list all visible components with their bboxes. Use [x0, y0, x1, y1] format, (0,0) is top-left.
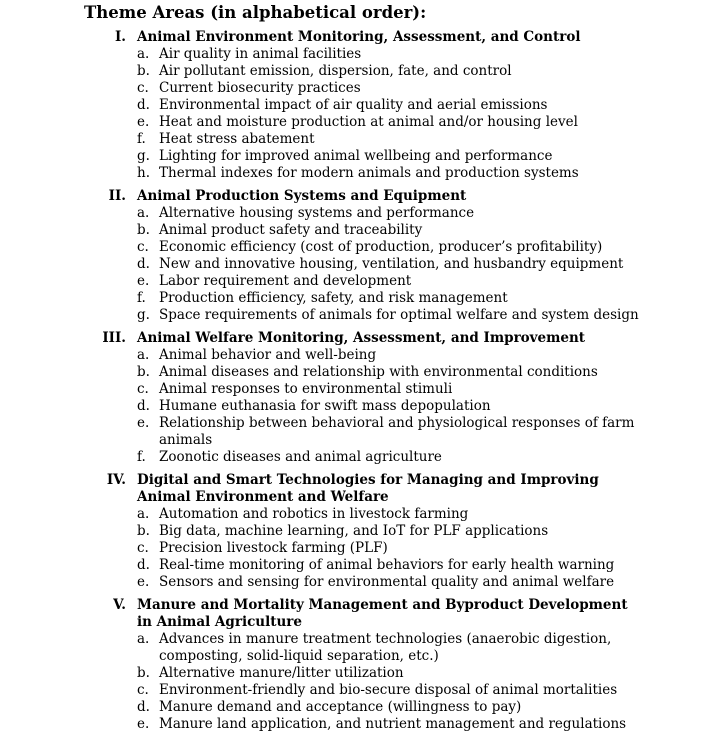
item-letter: c.	[137, 540, 149, 556]
item-letter: f.	[137, 449, 146, 465]
item-text: Animal responses to environmental stimuli	[159, 381, 453, 397]
list-item	[0, 631, 725, 665]
list-item	[0, 256, 725, 273]
item-letter: d.	[137, 557, 150, 573]
item-text: Alternative housing systems and performance	[159, 205, 475, 221]
item-letter: a.	[137, 631, 150, 647]
item-text: Space requirements of animals for optimal welfare and system design	[159, 307, 639, 323]
list-item	[0, 506, 725, 523]
theme-section	[0, 330, 725, 466]
theme-section	[0, 188, 725, 324]
item-letter: g.	[137, 148, 150, 164]
item-letter: a.	[137, 205, 150, 221]
section-numeral: III.	[102, 330, 126, 346]
item-text: Production efficiency, safety, and risk management	[159, 290, 508, 306]
item-letter: d.	[137, 256, 150, 272]
list-item	[0, 716, 725, 733]
item-text: Real-time monitoring of animal behaviors for early health warning	[159, 557, 615, 573]
theme-sections	[0, 29, 725, 739]
list-item	[0, 290, 725, 307]
item-text: Advances in manure treatment technologies (anaerobic digestion, composting, solid-liquid separation, etc.)	[159, 631, 612, 664]
item-text: Animal product safety and traceability	[159, 222, 423, 238]
item-text: Current biosecurity practices	[159, 80, 361, 96]
item-text: Air quality in animal facilities	[159, 46, 362, 62]
section-item-list	[0, 631, 725, 733]
item-text: Heat stress abatement	[159, 131, 315, 147]
item-letter: e.	[137, 574, 150, 590]
list-item	[0, 665, 725, 682]
list-item	[0, 415, 725, 449]
theme-section	[0, 597, 725, 733]
list-item	[0, 682, 725, 699]
item-letter: e.	[137, 415, 150, 431]
list-item	[0, 148, 725, 165]
item-letter: d.	[137, 97, 150, 113]
list-item	[0, 364, 725, 381]
item-letter: b.	[137, 523, 150, 539]
list-item	[0, 46, 725, 63]
list-item	[0, 540, 725, 557]
section-title: Animal Environment Monitoring, Assessment, and Control	[137, 29, 581, 45]
list-item	[0, 165, 725, 182]
item-text: Manure demand and acceptance (willingness to pay)	[159, 699, 522, 715]
item-letter: a.	[137, 506, 150, 522]
item-letter: d.	[137, 398, 150, 414]
item-text: Air pollutant emission, dispersion, fate, and control	[159, 63, 512, 79]
item-text: Thermal indexes for modern animals and production systems	[159, 165, 579, 181]
section-numeral: I.	[114, 29, 126, 45]
section-title: Manure and Mortality Management and Byproduct Development in Animal Agriculture	[137, 597, 628, 630]
list-item	[0, 131, 725, 148]
list-item	[0, 398, 725, 415]
list-item	[0, 449, 725, 466]
item-letter: f.	[137, 131, 146, 147]
item-text: Economic efficiency (cost of production, producer’s profitability)	[159, 239, 603, 255]
list-item	[0, 239, 725, 256]
item-letter: b.	[137, 665, 150, 681]
item-text: Precision livestock farming (PLF)	[159, 540, 388, 556]
section-title: Animal Welfare Monitoring, Assessment, and Improvement	[137, 330, 586, 346]
section-item-list	[0, 46, 725, 182]
item-letter: d.	[137, 699, 150, 715]
item-text: Animal behavior and well-being	[159, 347, 377, 363]
item-text: Big data, machine learning, and IoT for PLF applications	[159, 523, 549, 539]
item-letter: b.	[137, 63, 150, 79]
list-item	[0, 699, 725, 716]
list-item	[0, 97, 725, 114]
item-text: New and innovative housing, ventilation, and husbandry equipment	[159, 256, 624, 272]
item-letter: b.	[137, 364, 150, 380]
item-letter: c.	[137, 80, 149, 96]
list-item	[0, 307, 725, 324]
section-title: Digital and Smart Technologies for Managing and Improving Animal Environment and Welfare	[137, 472, 599, 505]
list-item	[0, 273, 725, 290]
item-letter: f.	[137, 290, 146, 306]
theme-section	[0, 472, 725, 591]
section-numeral: II.	[108, 188, 126, 204]
item-text: Animal diseases and relationship with environmental conditions	[159, 364, 598, 380]
item-letter: e.	[137, 273, 150, 289]
list-item	[0, 114, 725, 131]
item-text: Environment-friendly and bio-secure disposal of animal mortalities	[159, 682, 618, 698]
item-text: Heat and moisture production at animal and/or housing level	[159, 114, 578, 130]
item-letter: h.	[137, 165, 150, 181]
list-item	[0, 347, 725, 364]
item-text: Relationship between behavioral and physiological responses of farm animals	[159, 415, 635, 448]
list-item	[0, 523, 725, 540]
list-item	[0, 80, 725, 97]
theme-section	[0, 29, 725, 182]
list-item	[0, 574, 725, 591]
item-letter: b.	[137, 222, 150, 238]
item-letter: e.	[137, 716, 150, 732]
item-text: Sensors and sensing for environmental quality and animal welfare	[159, 574, 615, 590]
list-item	[0, 557, 725, 574]
item-letter: a.	[137, 46, 150, 62]
list-item	[0, 222, 725, 239]
item-letter: a.	[137, 347, 150, 363]
item-text: Alternative manure/litter utilization	[159, 665, 404, 681]
item-letter: c.	[137, 381, 149, 397]
section-item-list	[0, 205, 725, 324]
list-item	[0, 205, 725, 222]
section-numeral: IV.	[106, 472, 126, 488]
section-item-list	[0, 347, 725, 466]
item-text: Humane euthanasia for swift mass depopulation	[159, 398, 491, 414]
item-letter: e.	[137, 114, 150, 130]
item-text: Environmental impact of air quality and aerial emissions	[159, 97, 548, 113]
section-item-list	[0, 506, 725, 591]
theme-areas-heading: Theme Areas (in alphabetical order):	[84, 3, 427, 22]
item-text: Automation and robotics in livestock farming	[159, 506, 469, 522]
list-item	[0, 381, 725, 398]
list-item	[0, 63, 725, 80]
section-title: Animal Production Systems and Equipment	[137, 188, 467, 204]
section-numeral: V.	[113, 597, 126, 613]
item-letter: g.	[137, 307, 150, 323]
item-text: Zoonotic diseases and animal agriculture	[159, 449, 442, 465]
item-text: Manure land application, and nutrient management and regulations	[159, 716, 627, 732]
item-text: Lighting for improved animal wellbeing and performance	[159, 148, 553, 164]
item-letter: c.	[137, 239, 149, 255]
item-text: Labor requirement and development	[159, 273, 412, 289]
item-letter: c.	[137, 682, 149, 698]
